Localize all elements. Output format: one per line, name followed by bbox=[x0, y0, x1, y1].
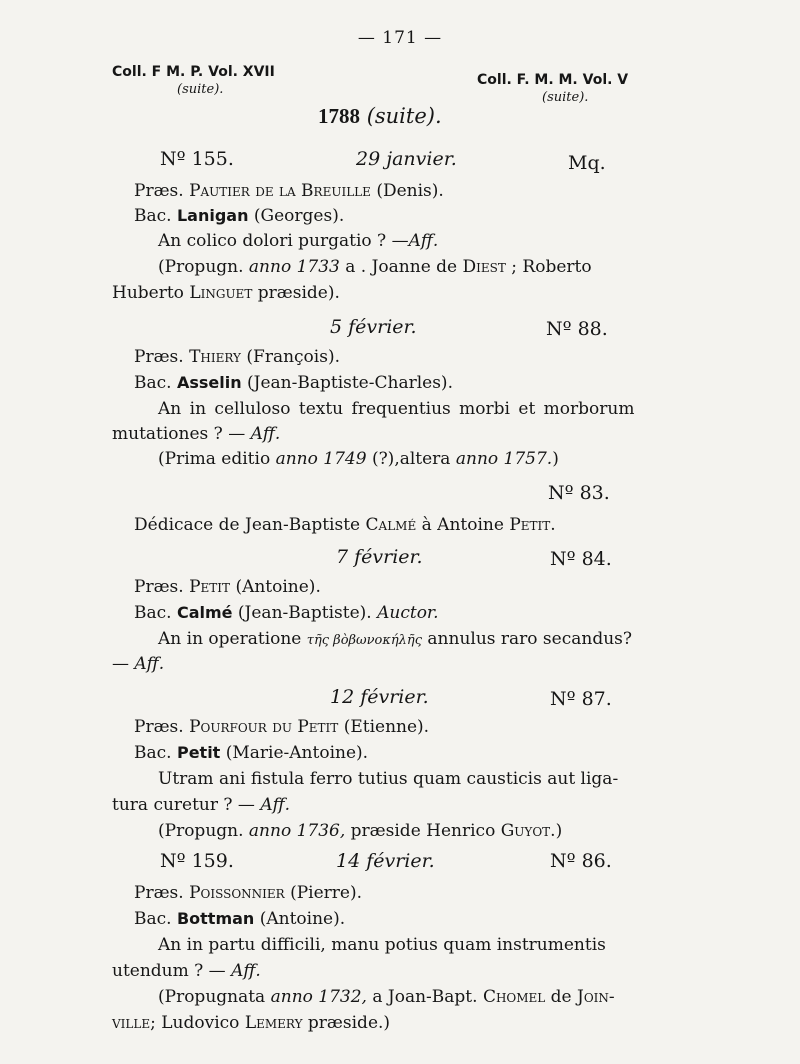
praeses-label: Præs. bbox=[134, 883, 184, 903]
entry-159-note-1 bbox=[158, 986, 615, 1008]
entry-155-date: 29 janvier. bbox=[356, 148, 457, 170]
bachelor-forename: (Jean-Baptiste). bbox=[237, 603, 372, 623]
note-text: (Propugn. bbox=[158, 821, 244, 841]
entry-159-number: Nº 159. bbox=[160, 850, 234, 872]
note-surname: Chomel bbox=[482, 987, 546, 1007]
entry-12fev-number: Nº 87. bbox=[550, 688, 612, 710]
entry-155-number: Nº 155. bbox=[160, 148, 234, 170]
praeses-surname: Thiery bbox=[189, 347, 241, 367]
note-year: anno 1757. bbox=[455, 449, 553, 469]
affirmative: Aff. bbox=[260, 795, 291, 815]
entry-5fev-thesis-1: An in celluloso textu frequentius morbi et morborum bbox=[158, 399, 635, 419]
bachelor-label: Bac. bbox=[134, 373, 172, 393]
bachelor-surname: Lanigan bbox=[176, 206, 249, 225]
note-text: præside Henrico bbox=[350, 821, 496, 841]
entry-5fev-note bbox=[158, 448, 559, 470]
page-number: — 171 — bbox=[357, 28, 443, 48]
note-surname: ville bbox=[112, 1013, 151, 1033]
note-surname: Join- bbox=[577, 987, 615, 1007]
entry-159-date: 14 février. bbox=[336, 850, 435, 872]
entry-5fev-date: 5 février. bbox=[330, 316, 417, 338]
entry-155-note-2 bbox=[112, 282, 340, 304]
note-text: Huberto bbox=[112, 283, 184, 303]
note-text: (Propugnata bbox=[158, 987, 266, 1007]
entry-155-note-1 bbox=[158, 256, 592, 278]
note-text: præside). bbox=[257, 283, 340, 303]
bachelor-label: Bac. bbox=[134, 743, 172, 763]
note-surname: Guyot. bbox=[500, 821, 556, 841]
thesis-question: An in operatione bbox=[158, 629, 302, 649]
note-text: ; Ludovico bbox=[150, 1013, 240, 1033]
praeses-label: Præs. bbox=[134, 577, 184, 597]
bachelor-label: Bac. bbox=[134, 909, 172, 929]
entry-7fev-thesis-1 bbox=[158, 628, 632, 652]
note-year: 1733 bbox=[296, 257, 340, 277]
note-text: de bbox=[550, 987, 572, 1007]
year-heading bbox=[318, 104, 442, 129]
bachelor-forename: (Jean-Baptiste-Charles). bbox=[247, 373, 453, 393]
entry-159-bachelor bbox=[134, 908, 345, 930]
bachelor-surname: Petit bbox=[176, 743, 221, 762]
thesis-dash: — bbox=[112, 654, 129, 674]
entry-159-number-right: Nº 86. bbox=[550, 850, 612, 872]
praeses-forename: (François). bbox=[246, 347, 340, 367]
note-surname: Lemery bbox=[244, 1013, 303, 1033]
note-text: ; Roberto bbox=[511, 257, 592, 277]
dedication-text: Dédicace de Jean-Baptiste bbox=[134, 515, 361, 535]
collection-header-left: Coll. F M. P. Vol. XVII bbox=[112, 64, 275, 80]
praeses-label: Præs. bbox=[134, 717, 184, 737]
entry-12fev-thesis-2 bbox=[112, 794, 290, 816]
praeses-forename: (Antoine). bbox=[235, 577, 321, 597]
note-year-word: anno bbox=[248, 257, 292, 277]
entry-83-dedication bbox=[134, 514, 556, 536]
collection-suite-right: (suite). bbox=[542, 90, 589, 105]
thesis-question: annulus raro secandus? bbox=[427, 629, 632, 649]
entry-5fev-number: Nº 88. bbox=[546, 318, 608, 340]
entry-12fev-thesis-1: Utram ani fistula ferro tutius quam causticis aut liga- bbox=[158, 769, 619, 789]
note-text: (?),altera bbox=[371, 449, 451, 469]
entry-159-thesis-1: An in partu difficili, manu potius quam instrumentis bbox=[158, 935, 606, 955]
note-text: ) bbox=[552, 449, 559, 469]
praeses-label: Præs. bbox=[134, 181, 184, 201]
entry-159-thesis-2 bbox=[112, 960, 261, 982]
bachelor-label: Bac. bbox=[134, 603, 172, 623]
entry-5fev-bachelor bbox=[134, 372, 453, 394]
bachelor-forename: (Marie-Antoine). bbox=[225, 743, 369, 763]
entry-5fev-praeses bbox=[134, 346, 340, 368]
praeses-surname: Pautier de la Breuille bbox=[189, 181, 371, 201]
affirmative: Aff. bbox=[134, 654, 165, 674]
entry-83-number: Nº 83. bbox=[548, 482, 610, 504]
entry-159-note-2 bbox=[112, 1012, 390, 1034]
thesis-question: utendum ? — bbox=[112, 961, 226, 981]
bachelor-surname: Asselin bbox=[176, 373, 242, 392]
note-year: anno 1749 bbox=[275, 449, 367, 469]
greek-term: τῆς βὸβωνοκήλῆς bbox=[306, 633, 422, 648]
note-year: anno 1736, bbox=[248, 821, 346, 841]
note-text: a . Joanne de bbox=[345, 257, 458, 277]
dedication-text: à Antoine bbox=[421, 515, 504, 535]
entry-5fev-thesis-2 bbox=[112, 423, 280, 445]
entry-12fev-date: 12 février. bbox=[330, 686, 429, 708]
collection-header-right: Coll. F. M. M. Vol. V bbox=[477, 72, 629, 88]
entry-155-thesis bbox=[158, 230, 438, 252]
entry-7fev-date: 7 février. bbox=[336, 546, 423, 568]
note-year: anno 1732, bbox=[270, 987, 367, 1007]
bachelor-surname: Bottman bbox=[176, 909, 255, 928]
affirmative: Aff. bbox=[408, 231, 439, 251]
entry-155-bachelor bbox=[134, 205, 344, 227]
praeses-surname: Poissonnier bbox=[189, 883, 285, 903]
entry-12fev-note bbox=[158, 820, 562, 842]
thesis-question: mutationes ? — bbox=[112, 424, 246, 444]
entry-7fev-thesis-2 bbox=[112, 653, 164, 675]
auctor-label: Auctor. bbox=[377, 603, 439, 623]
entry-155-praeses bbox=[134, 180, 444, 202]
collection-suite-left: (suite). bbox=[177, 82, 224, 97]
entry-7fev-number: Nº 84. bbox=[550, 548, 612, 570]
note-surname: Diest bbox=[462, 257, 506, 277]
note-text: (Propugn. bbox=[158, 257, 244, 277]
bachelor-label: Bac. bbox=[134, 206, 172, 226]
note-text: a Joan-Bapt. bbox=[372, 987, 478, 1007]
entry-12fev-praeses bbox=[134, 716, 429, 738]
bachelor-forename: (Antoine). bbox=[259, 909, 346, 929]
praeses-forename: (Etienne). bbox=[343, 717, 430, 737]
praeses-forename: (Denis). bbox=[376, 181, 444, 201]
praeses-surname: Pourfour du Petit bbox=[189, 717, 339, 737]
dedication-surname: Calmé bbox=[365, 515, 417, 535]
note-surname: Linguet bbox=[189, 283, 253, 303]
year-number: 1788 bbox=[318, 104, 360, 128]
praeses-label: Præs. bbox=[134, 347, 184, 367]
entry-7fev-bachelor bbox=[134, 602, 439, 624]
praeses-forename: (Pierre). bbox=[290, 883, 363, 903]
entry-159-praeses bbox=[134, 882, 362, 904]
entry-7fev-praeses bbox=[134, 576, 321, 598]
entry-155-code: Mq. bbox=[568, 152, 606, 174]
entry-12fev-bachelor bbox=[134, 742, 368, 764]
affirmative: Aff. bbox=[231, 961, 261, 981]
note-text: ) bbox=[555, 821, 563, 841]
praeses-surname: Petit bbox=[189, 577, 231, 597]
note-text: præside.) bbox=[307, 1013, 391, 1033]
note-text: (Prima editio bbox=[158, 449, 271, 469]
bachelor-forename: (Georges). bbox=[253, 206, 345, 226]
thesis-question: An colico dolori purgatio ? — bbox=[158, 231, 409, 251]
dedication-surname: Petit. bbox=[509, 515, 556, 535]
thesis-question: tura curetur ? — bbox=[112, 795, 255, 815]
bachelor-surname: Calmé bbox=[176, 603, 233, 622]
year-suite: (suite). bbox=[366, 104, 442, 128]
affirmative: Aff. bbox=[250, 424, 281, 444]
